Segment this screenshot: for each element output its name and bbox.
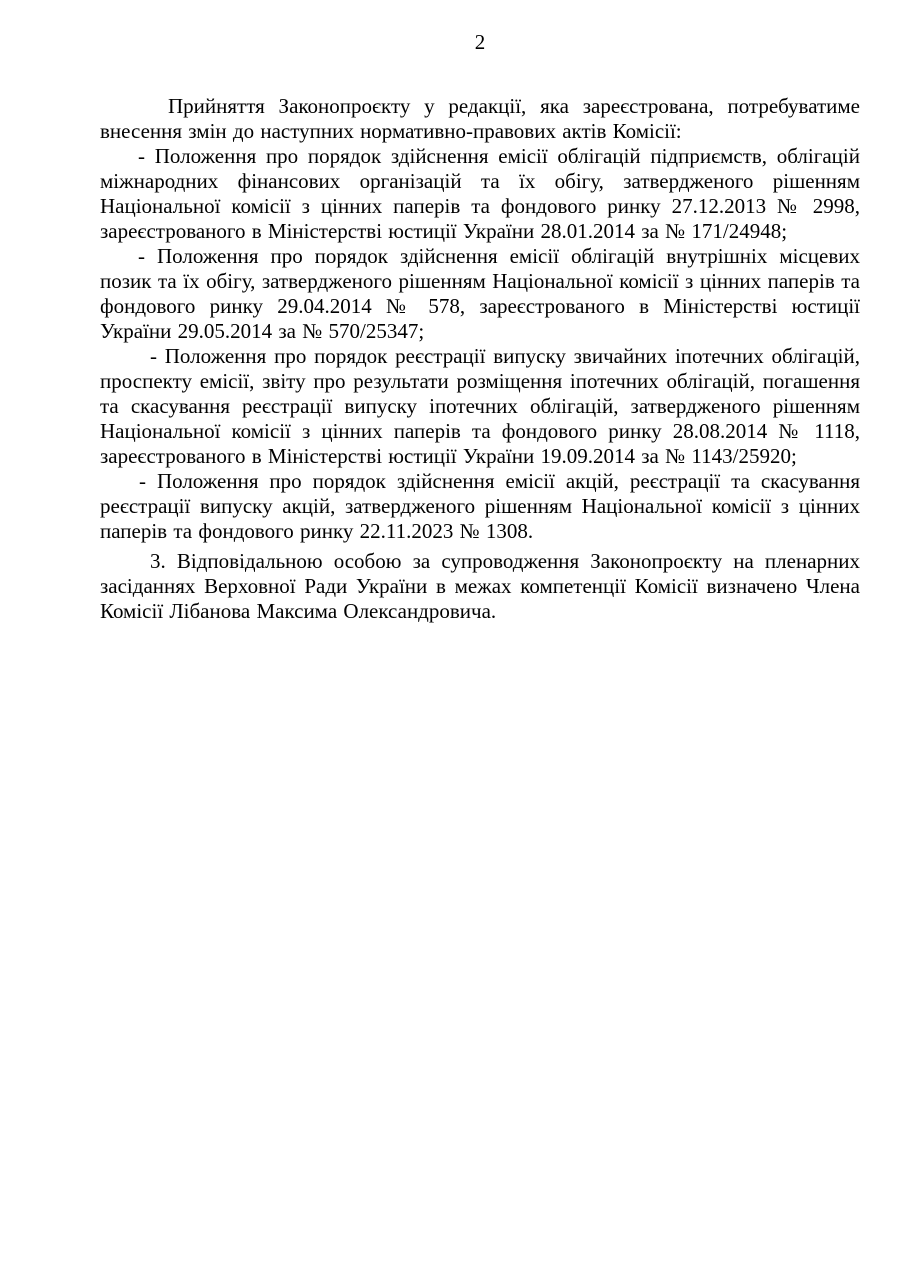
paragraph-list-item-bonds-enterprises: - Положення про порядок здійснення емісії облігацій підприємств, облігацій міжнародних фінансових організацій та їх обігу, затвердженого рішенням Національної комісії з цінних паперів та фондового ринку 27.12.2013 № 2998, зареєстрованого в Міністерстві юстиції України 28.01.2014 за № 171/24948; bbox=[100, 144, 860, 243]
paragraph-responsible-person: 3. Відповідальною особою за супроводження Законопроєкту на пленарних засіданнях Верховної Ради України в межах компетенції Комісії визначено Члена Комісії Лібанова Максима Олександровича. bbox=[100, 549, 860, 623]
page-number: 2 bbox=[474, 30, 486, 54]
document-body bbox=[100, 94, 860, 624]
paragraph-list-item-shares-emission: - Положення про порядок здійснення емісії акцій, реєстрації та скасування реєстрації випуску акцій, затвердженого рішенням Національної комісії з цінних паперів та фондового ринку 22.11.2023 № 1308. bbox=[100, 469, 860, 543]
paragraph-list-item-bonds-local-loans: - Положення про порядок здійснення емісії облігацій внутрішніх місцевих позик та їх обігу, затвердженого рішенням Національної комісії з цінних паперів та фондового ринку 29.04.2014 № 578, зареєстрованого в Міністерстві юстиції України 29.05.2014 за № 570/25347; bbox=[100, 244, 860, 343]
paragraph-list-item-mortgage-bonds: - Положення про порядок реєстрації випуску звичайних іпотечних облігацій, проспекту емісії, звіту про результати розміщення іпотечних облігацій, погашення та скасування реєстрації випуску іпотечних облігацій, затвердженого рішенням Національної комісії з цінних паперів та фондового ринку 28.08.2014 № 1118, зареєстрованого в Міністерстві юстиції України 19.09.2014 за № 1143/25920; bbox=[100, 344, 860, 468]
paragraph-intro: Прийняття Законопроєкту у редакції, яка зареєстрована, потребуватиме внесення змін до наступних нормативно-правових актів Комісії: bbox=[100, 94, 860, 143]
